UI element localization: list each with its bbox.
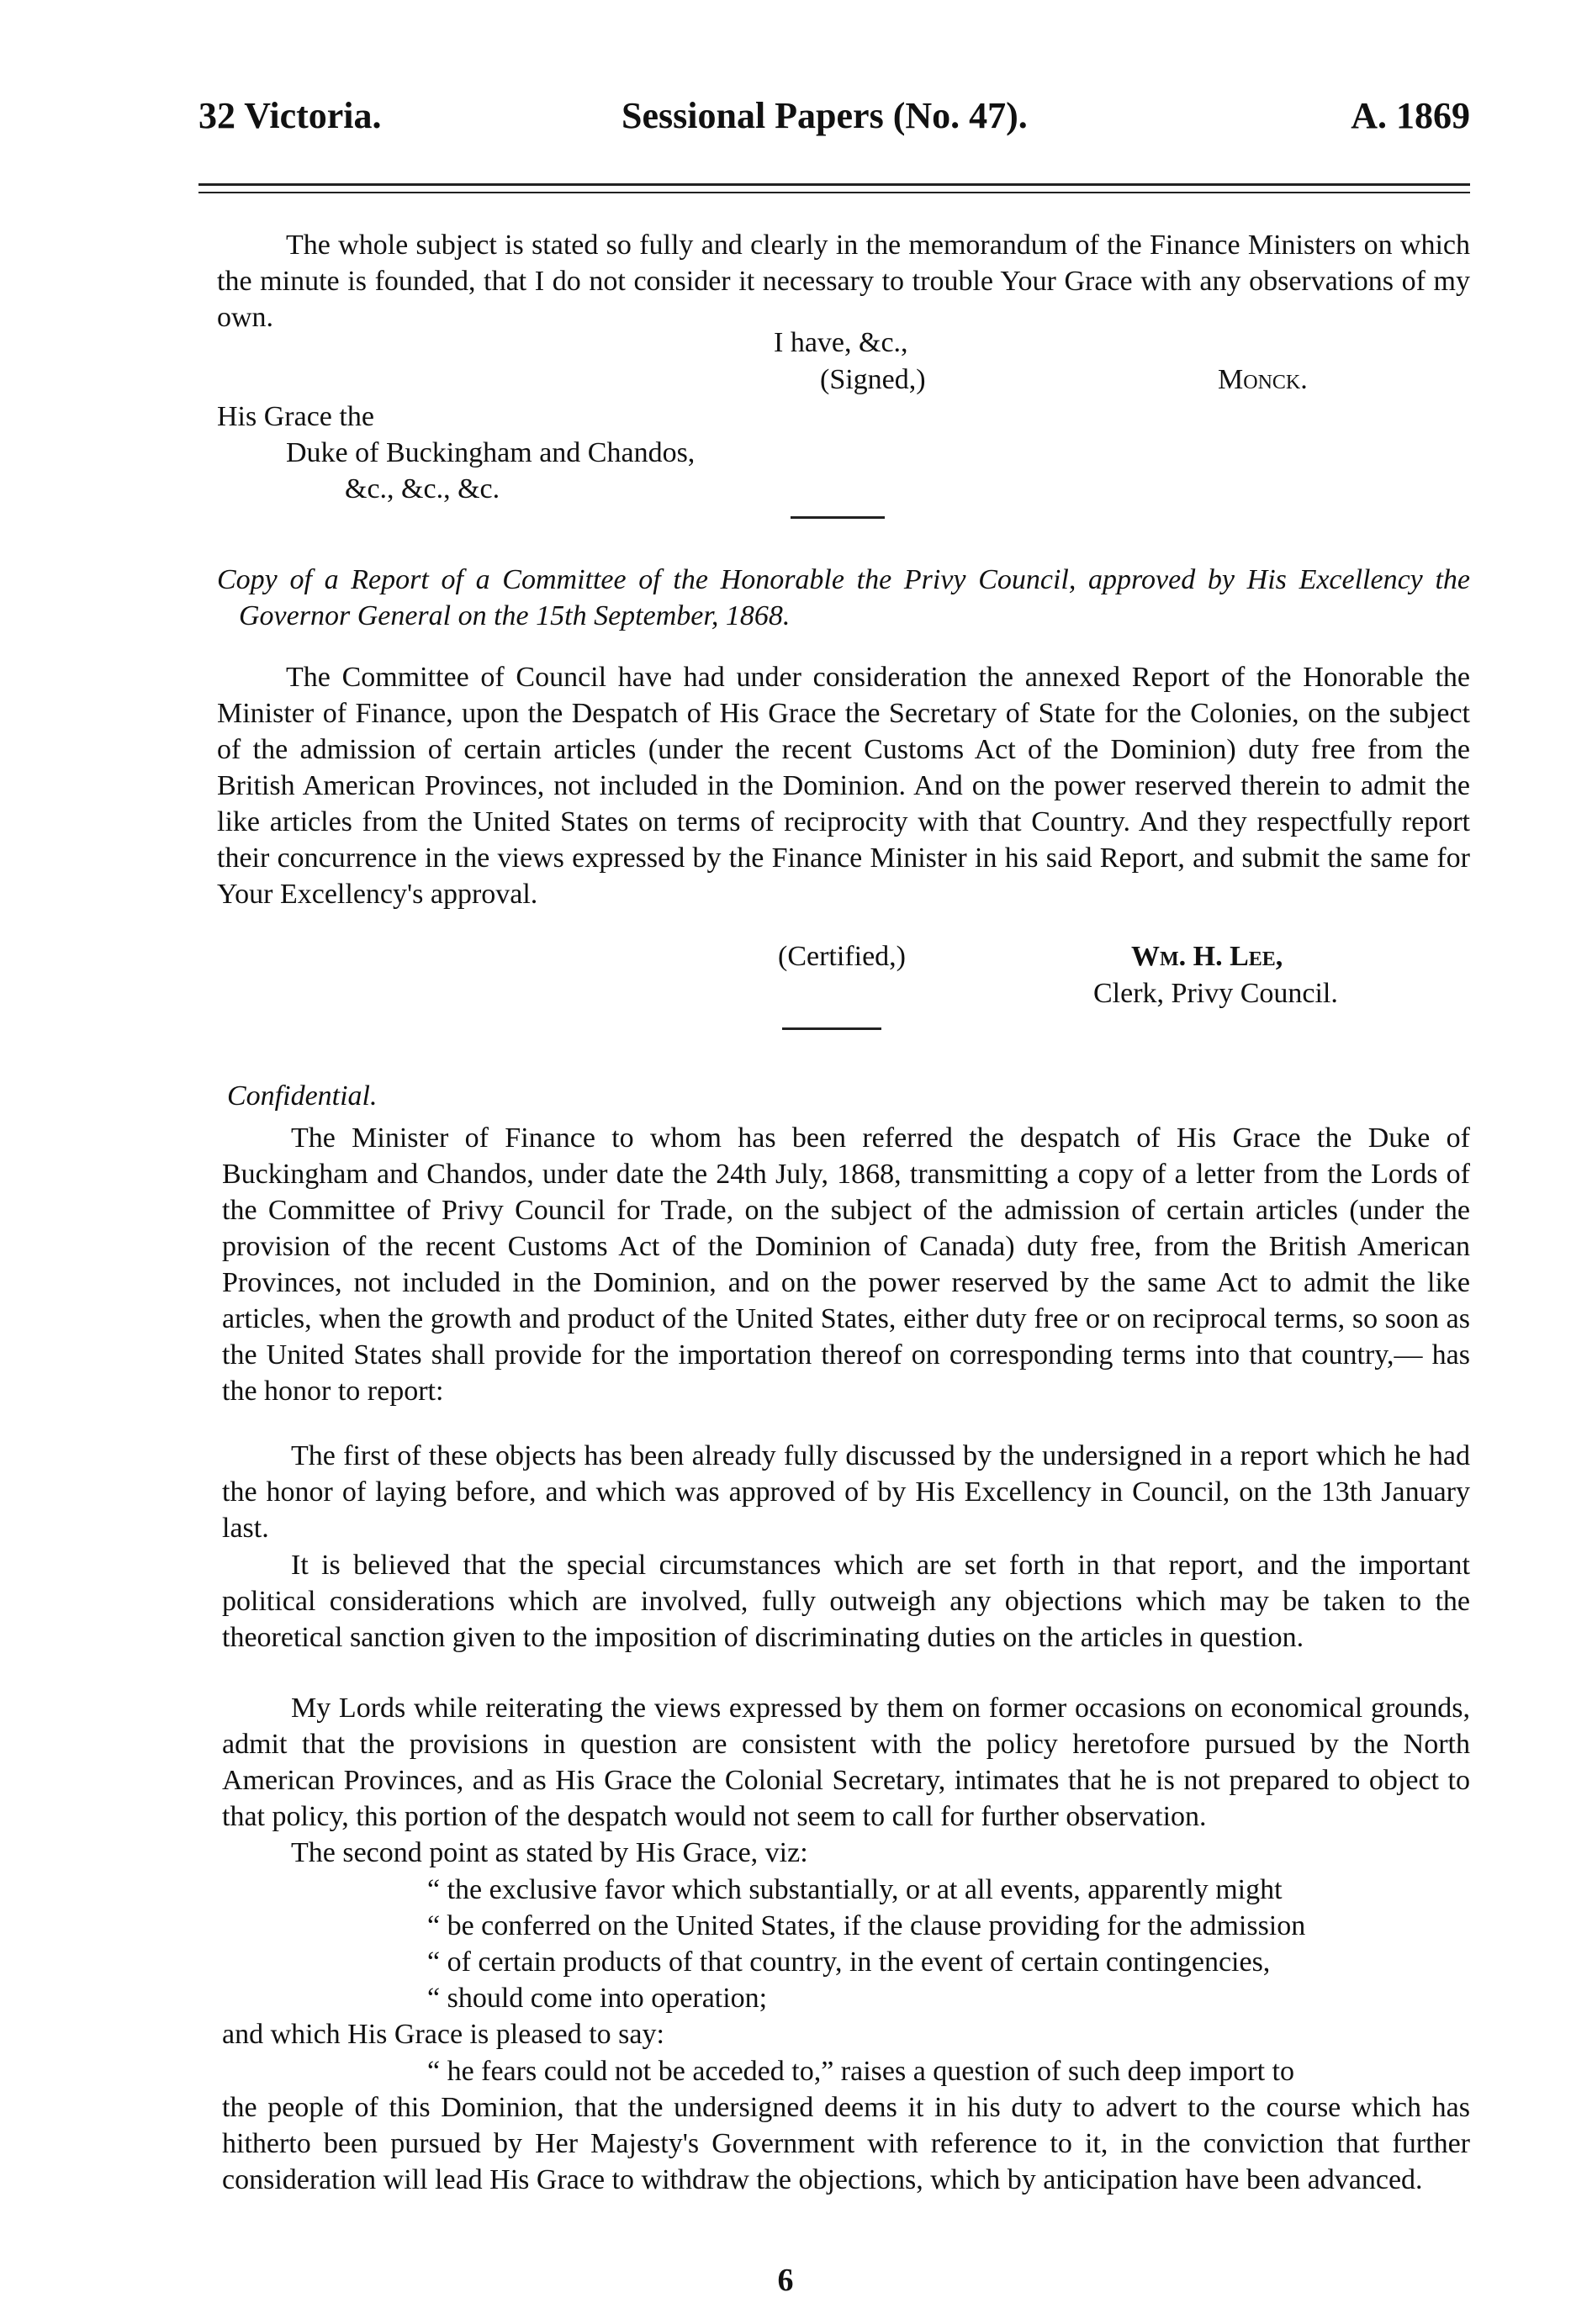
page-header — [198, 84, 1470, 160]
quote-line: “ of certain products of that country, in the event of certain contingencies, — [427, 1946, 1271, 1978]
memo-paragraph-7: the people of this Dominion, that the undersigned deems it in his duty to advert to the course which has hitherto been pursued by Her Majesty's Government with reference to it, in the conviction that further consideration will lead His Grace to withdraw the objections, which by anticipation have been advanced. — [222, 2092, 1470, 2195]
header-double-rule — [198, 183, 1470, 193]
memo-paragraph-4: My Lords while reiterating the views expressed by them on former occasions on economical grounds, admit that the provisions in question are consistent with the policy heretofore pursued by the North American Provinces, and as His Grace the Colonial Secretary, intimates that he is not prepared to object to that policy, this portion of the despatch would not seem to call for further observation. — [222, 1693, 1470, 1832]
addressee-line-2: Duke of Buckingham and Chandos, — [286, 437, 696, 468]
memo-quote-block — [427, 1872, 1470, 2016]
report-heading: Copy of a Report of a Committee of the Honorable the Privy Council, approved by His Excellency the Governor General on the 15th September, 1868. — [217, 564, 1470, 631]
header-title: Sessional Papers (No. 47). — [622, 95, 1028, 136]
closing-signature: Monck. — [1218, 364, 1308, 395]
memo-paragraph-1: The Minister of Finance to whom has been referred the despatch of His Grace the Duke of Buckingham and Chandos, under date the 24th July, 1868, transmitting a copy of a letter from the Lords of the Committee of Privy Council for Trade, on the subject of the admission of certain articles (under the provision of the recent Customs Act of the Dominion of Canada) duty free, from the British American Provinces, not included in the Dominion, and on the power reserved by the same Act to admit the like articles, when the growth and product of the United States, either duty free or on reciprocal terms, so soon as the United States shall provide for the importation thereof on corresponding terms into that country,— has the honor to report: — [222, 1122, 1470, 1407]
section-divider-2 — [782, 1027, 881, 1030]
memo-paragraph-5: The second point as stated by His Grace, viz: — [291, 1837, 808, 1868]
memo-paragraph-6: and which His Grace is pleased to say: — [222, 2019, 664, 2050]
quote-line: “ be conferred on the United States, if the clause providing for the admission — [427, 1910, 1306, 1941]
memo-label: Confidential. — [227, 1080, 378, 1112]
page-number: 6 — [777, 2263, 794, 2298]
report-signer-title: Clerk, Privy Council. — [1093, 978, 1338, 1009]
letter-closing-paragraph: The whole subject is stated so fully and clearly in the memorandum of the Finance Ministers on which the minute is founded, that I do not consider it necessary to trouble Your Grace with any observations of my own. — [217, 230, 1470, 333]
addressee-line-1: His Grace the — [217, 401, 374, 432]
report-certified: (Certified,) — [778, 941, 906, 972]
quote-line: “ should come into operation; — [427, 1983, 768, 2014]
memo-paragraph-2: The first of these objects has been already fully discussed by the undersigned in a report which he had the honor of laying before, and which was approved of by His Excellency in Council, on the 13th January last. — [222, 1440, 1470, 1544]
header-year: A. 1869 — [1351, 95, 1470, 136]
header-session: 32 Victoria. — [198, 95, 382, 136]
quote-line: “ the exclusive favor which substantially, or at all events, apparently might — [427, 1874, 1283, 1905]
section-divider-1 — [791, 516, 885, 519]
addressee-line-3: &c., &c., &c. — [345, 473, 500, 504]
report-paragraph: The Committee of Council have had under consideration the annexed Report of the Honorable the Minister of Finance, upon the Despatch of His Grace the Secretary of State for the Colonies, on the subject of the admission of certain articles (under the recent Customs Act of the Dominion) duty free from the British American Provinces, not included in the Dominion. And on the power reserved therein to admit the like articles from the United States on terms of reciprocity with that Country. And they respectfully report their concurrence in the views expressed by the Finance Minister in his said Report, and submit the same for Your Excellency's approval. — [217, 662, 1470, 910]
report-signer: Wm. H. Lee, — [1131, 941, 1283, 972]
closing-signed: (Signed,) — [820, 364, 926, 395]
closing-i-have: I have, &c., — [774, 327, 908, 358]
memo-quote-inline: “ he fears could not be acceded to,” raises a question of such deep import to — [427, 2056, 1294, 2087]
memo-paragraph-3: It is believed that the special circumstances which are set forth in that report, and the important political considerations which are involved, fully outweigh any objections which may be taken to the theoretical sanction given to the imposition of discriminating duties on the articles in question. — [222, 1550, 1470, 1653]
